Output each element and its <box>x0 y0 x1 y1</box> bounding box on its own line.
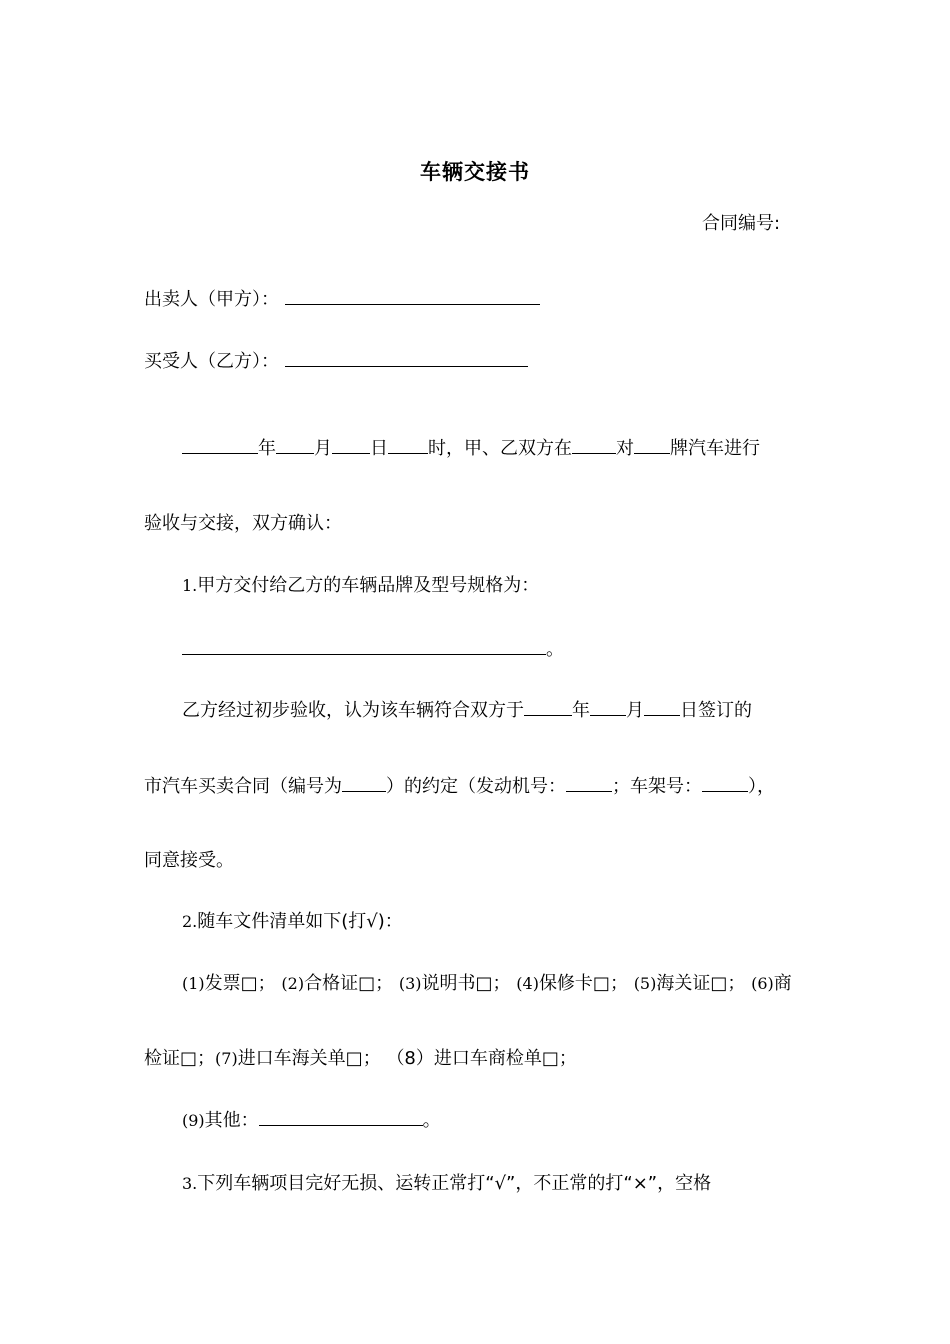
item-3-text: 下列车辆项目完好无损、运转正常打“√”，不正常的打“×”，空格 <box>197 1173 712 1194</box>
item-2-text: 随车文件清单如下(打√)： <box>197 911 403 932</box>
doc-4-number: (4) <box>516 974 539 993</box>
doc-9-number: (9) <box>182 1111 205 1130</box>
contract-month-text: 月 <box>626 700 644 721</box>
acceptance-text-2c: ；车架号： <box>612 776 702 797</box>
handover-month-blank[interactable] <box>276 437 314 454</box>
doc-6-number: (6) <box>751 974 774 993</box>
month-text: 月 <box>314 438 332 459</box>
buyer-row <box>144 350 528 374</box>
parties-text: ，甲、乙双方在 <box>446 438 572 459</box>
frame-number-blank[interactable] <box>702 775 748 792</box>
doc-import-customs[interactable]: 进口车海关单□； <box>237 1048 381 1069</box>
seller-row <box>144 288 540 312</box>
brand-model-row <box>182 638 564 662</box>
doc-import-inspection[interactable]: （8）进口车商检单□； <box>386 1048 577 1069</box>
docs-other-row <box>182 1109 441 1133</box>
year-text: 年 <box>258 438 276 459</box>
engine-number-blank[interactable] <box>566 775 612 792</box>
acceptance-line-1 <box>182 699 752 723</box>
doc-certificate[interactable]: 合格证□； <box>304 973 394 994</box>
item-2-number: 2. <box>182 912 198 931</box>
contract-day-blank[interactable] <box>644 699 680 716</box>
doc-warranty[interactable]: 保修卡□； <box>538 973 628 994</box>
item-3 <box>182 1172 711 1196</box>
contract-number-label: 合同编号: <box>702 213 781 234</box>
item-1-number: 1. <box>182 576 198 595</box>
brand-model-blank[interactable] <box>182 638 546 655</box>
buyer-label: 买受人（乙方）： <box>144 351 279 372</box>
item-2 <box>182 910 403 934</box>
contract-year-text: 年 <box>572 700 590 721</box>
doc-other-period: 。 <box>422 1110 441 1131</box>
document-title: 车辆交接书 <box>420 160 530 184</box>
doc-2-number: (2) <box>281 974 305 993</box>
contract-day-text: 日签订的 <box>680 700 752 721</box>
doc-7-number: (7) <box>215 1049 238 1068</box>
doc-5-number: (5) <box>633 974 657 993</box>
doc-other-label: 其他： <box>204 1110 259 1131</box>
handover-brand-blank[interactable] <box>634 437 670 454</box>
docs-line-2 <box>144 1047 577 1071</box>
doc-inspection[interactable]: 检证□； <box>144 1048 216 1069</box>
acceptance-text-2a: 市汽车买卖合同（编号为 <box>144 776 342 797</box>
item-3-number: 3. <box>182 1174 198 1193</box>
hour-text: 时 <box>428 438 446 459</box>
contract-year-blank[interactable] <box>524 699 572 716</box>
handover-day-blank[interactable] <box>332 437 370 454</box>
doc-1-number: (1) <box>182 974 205 993</box>
acceptance-line-3: 同意接受。 <box>144 850 234 871</box>
docs-line-1 <box>182 972 792 996</box>
doc-customs[interactable]: 海关证□； <box>656 973 746 994</box>
doc-manual[interactable]: 说明书□； <box>421 973 511 994</box>
handover-line-1 <box>182 437 760 461</box>
buyer-name-blank[interactable] <box>285 350 528 367</box>
contract-number-blank[interactable] <box>342 775 386 792</box>
contract-month-blank[interactable] <box>590 699 626 716</box>
handover-line-2: 验收与交接，双方确认： <box>144 513 342 534</box>
item-1-text: 甲方交付给乙方的车辆品牌及型号规格为： <box>197 575 540 596</box>
acceptance-text-1: 乙方经过初步验收，认为该车辆符合双方于 <box>182 700 524 721</box>
doc-3-number: (3) <box>398 974 422 993</box>
acceptance-text-2d: ）， <box>748 776 775 797</box>
doc-inspection-start: 商 <box>773 973 792 994</box>
day-text: 日 <box>370 438 388 459</box>
car-suffix-text: 牌汽车进行 <box>670 438 760 459</box>
versus-text: 对 <box>616 438 634 459</box>
seller-label: 出卖人（甲方）： <box>144 289 279 310</box>
acceptance-line-2 <box>144 775 775 799</box>
handover-year-blank[interactable] <box>182 437 258 454</box>
acceptance-text-2b: ）的约定（发动机号： <box>386 776 566 797</box>
handover-hour-blank[interactable] <box>388 437 428 454</box>
doc-other-blank[interactable] <box>259 1109 423 1126</box>
doc-invoice[interactable]: 发票□； <box>204 973 276 994</box>
brand-model-period: 。 <box>546 639 564 660</box>
seller-name-blank[interactable] <box>285 288 540 305</box>
handover-place-blank[interactable] <box>572 437 616 454</box>
item-1 <box>182 574 539 598</box>
